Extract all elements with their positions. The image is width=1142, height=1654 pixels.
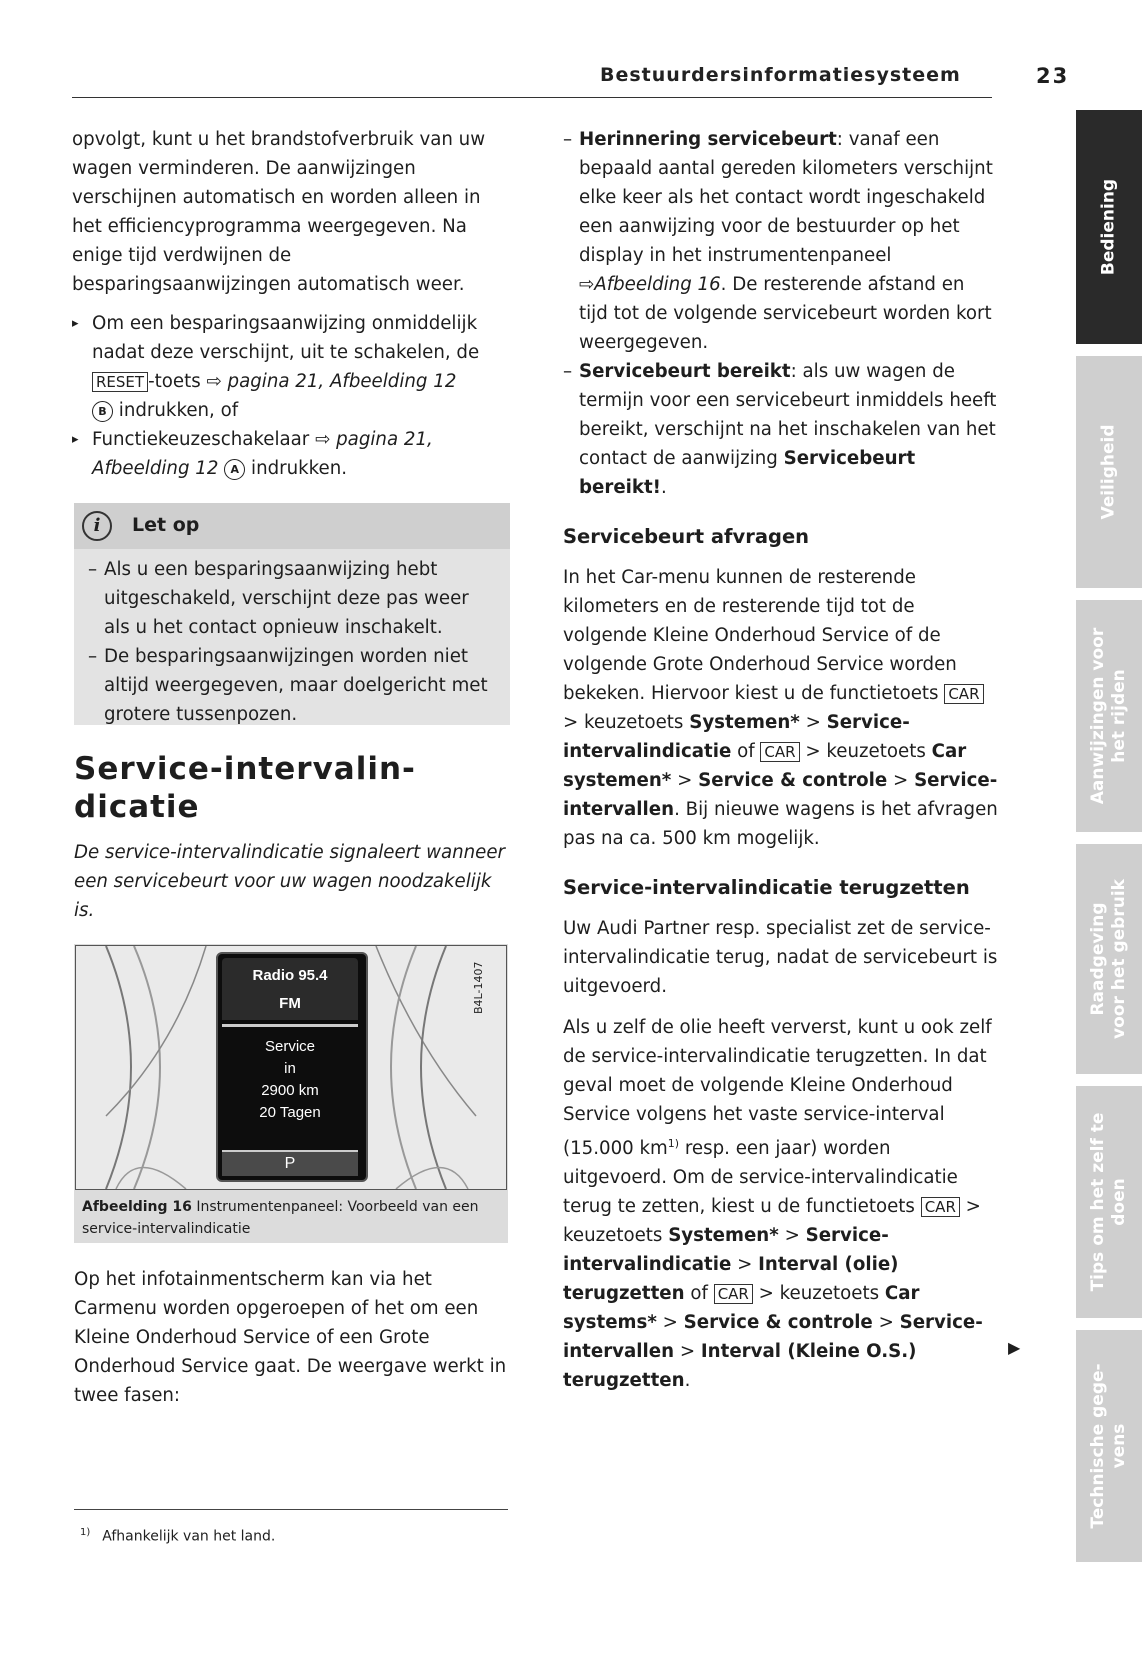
note-item: – De besparingsaanwijzingen worden niet altijd weergegeven, maar doelgericht met grotere tussenpozen. [88,642,494,729]
tab-raadgeving-voor-het-gebruik[interactable]: Raadgeving voor het gebruik [1076,844,1142,1074]
note-title: Let op [132,514,200,536]
note-body [74,549,510,729]
tab-bediening[interactable]: Bediening [1076,110,1142,344]
continue-arrow-icon: ▶ [1008,1338,1021,1357]
page-reference[interactable]: pagina 21, Afbeelding 12 [92,429,433,479]
paragraph: Uw Audi Partner resp. specialist zet de service-intervalindicatie terug, nadat de servicebeurt is uitgevoerd. [563,918,998,997]
tab-technische-gegevens[interactable]: Technische gege- vens [1076,1330,1142,1562]
section-title: Service-intervalin-dicatie [74,751,416,825]
driver-info-display [216,952,368,1182]
callout-a-icon: A [224,459,245,480]
paragraph: Als u zelf de olie heeft ververst, kunt u ook zelf de service-intervalindicatie terugzetten. In dat geval moet de volgende Kleine Onderhoud Service volgens het vaste service-interval (15.000 $km^{1)}$ resp. een jaar) worden uitgevoerd. Om de service-intervalindicatie terug te zetten, kiest u de functietoets CAR > keuzetoets Systemen* > Service-intervalindicatie > Interval (olie) terugzetten of CAR > keuzetoets Car systems* > Service & controle > Service-intervallen > Interval (Kleine O.S.) terugzetten. [563,1017,992,1392]
car-key: CAR [944,684,983,704]
arrow-icon: ⇨ [206,371,222,392]
paragraph: In het Car-menu kunnen de resterende kilometers en de resterende tijd tot de volgende Kleine Onderhoud Service of de volgende Grote Onderhoud Service worden bekeken. Hiervoor kiest u de functietoets CAR > keuzetoets Systemen* > Service-intervalindicatie of CAR > keuzetoets Car systemen* > Service & controle > Service-intervallen. Bij nieuwe wagens is het afvragen pas na ca. 500 km mogelijk. [563,567,998,849]
car-key: CAR [714,1284,753,1304]
list-item: – Herinnering servicebeurt: vanaf een bepaald aantal gereden kilometers verschijnt elke keer als het contact wordt ingeschakeld een aanwijzing voor de bestuurder op het display in het instrumentenpaneel ⇨Afbeelding 16. De resterende afstand en tijd tot de volgende servicebeurt worden kort weergegeven. [563,125,998,357]
note-item: – Als u een besparingsaanwijzing hebt uitgeschakeld, verschijnt deze pas weer als u het contact opnieuw inschakelt. [88,555,494,642]
arrow-icon: ⇨ [579,274,595,295]
figure-caption: Afbeelding 16 Instrumentenpaneel: Voorbeeld van een service-intervalindicatie [82,1199,479,1237]
section-intro: De service-intervalindicatie signaleert wanneer een servicebeurt voor uw wagen noodzakelijk is. [74,842,506,921]
display-separator [222,1024,358,1027]
list-item: – Servicebeurt bereikt: als uw wagen de termijn voor een servicebeurt inmiddels heeft bereikt, verschijnt na het inschakelen van het contact de aanwijzing Servicebeurt bereikt!. [563,357,998,502]
paragraph: opvolgt, kunt u het brandstofverbruik van uw wagen verminderen. De aanwijzingen verschijnen automatisch en worden alleen in het efficiencyprogramma weergegeven. Na enige tijd verdwijnen de besparingsaanwijzingen automatisch weer. [72,129,486,295]
figure-16 [74,944,508,1243]
figure-reference[interactable]: Afbeelding 16 [594,274,721,295]
page-number: 23 [1036,64,1070,88]
arrow-icon: ⇨ [315,429,331,450]
paragraph: Op het infotainmentscherm kan via het Carmenu worden opgeroepen of het om een Kleine Onderhoud Service of een Grote Onderhoud Service gaat. De weergave werkt in twee fasen: [74,1269,507,1406]
callout-b-icon: B [92,401,113,422]
running-header: Bestuurdersinformatiesysteem [600,64,961,86]
footnote-rule [74,1509,508,1510]
footnote: $^{1)}$ Afhankelijk van het land. [80,1527,276,1545]
gear-indicator: P [222,1150,358,1176]
note-box [74,503,510,725]
figure-code: B4L-1407 [472,961,485,1014]
header-rule [72,97,992,98]
reset-key: RESET [92,372,148,392]
instruction-bullet: ▸ Om een besparingsaanwijzing onmiddelijk nadat deze verschijnt, uit te schakelen, de RESET -toets ⇨ pagina 21, Afbeelding 12 B indrukken, of [72,309,512,425]
instruction-bullet: ▸ Functiekeuzeschakelaar ⇨ pagina 21, Afbeelding 12 A indrukken. [72,425,512,483]
car-key: CAR [921,1197,960,1217]
tab-veiligheid[interactable]: Veiligheid [1076,356,1142,588]
info-icon: i [82,511,112,541]
subsection-heading: Service-intervalindicatie terugzetten [563,876,970,899]
subsection-heading: Servicebeurt afvragen [563,525,810,548]
left-column [72,125,512,483]
page-reference[interactable]: pagina 21, Afbeelding 12 [227,371,457,392]
tab-tips-om-het-zelf-te-doen[interactable]: Tips om het zelf te doen [1076,1086,1142,1318]
car-key: CAR [760,742,799,762]
service-info: Service in 2900 km 20 Tagen [259,1038,321,1121]
right-column [563,125,998,1395]
note-header [74,503,510,549]
tab-aanwijzingen-voor-het-rijden[interactable]: Aanwijzingen voor het rijden [1076,600,1142,832]
left-column-lower [74,1265,514,1410]
instrument-panel-image [75,945,507,1190]
radio-info: Radio 95.4 FM [222,958,358,1020]
